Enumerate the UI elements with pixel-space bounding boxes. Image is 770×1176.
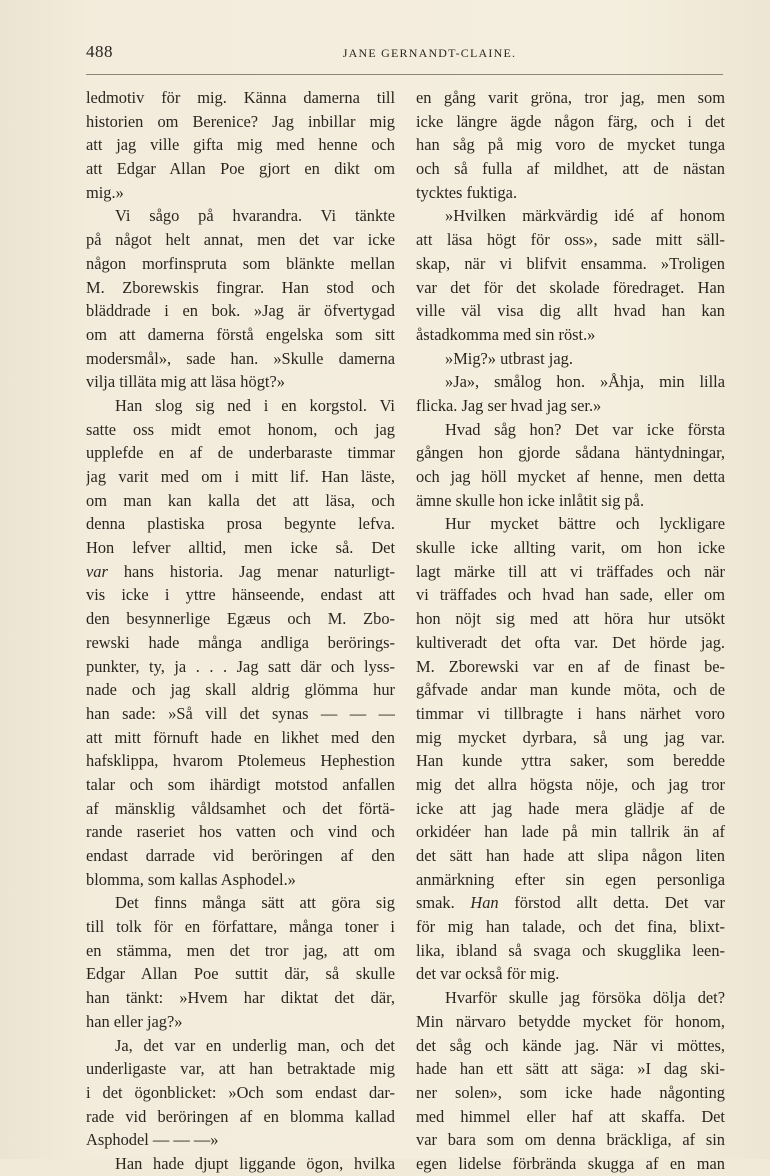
text-line: vilja tilläta mig att läsa högt?» [86,372,285,392]
text-line: satte oss midt emot honom, och jag [86,419,395,439]
text-line: modersmål», sade han. »Skulle damerna [86,348,395,368]
text-line: underligaste var, att han betraktade mig [86,1059,395,1079]
text-line: af mänsklig våldsamhet och det förtä- [86,798,395,818]
text-line: orkidéer han lade på min tallrik än af [416,822,725,842]
text-line: åstadkomma med sin röst.» [416,324,596,344]
text-line: skap, när vi blifvit ensamma. »Troligen [416,253,725,273]
text-line: skulle icke allting varit, om hon icke [416,538,725,558]
text-line: punkter, ty, ja . . . Jag satt där och lyss- [86,656,395,676]
text-line: historien om Berenice? Jag inbillar mig [86,111,395,131]
text-line: mig det allra högsta nöje, och jag tror [416,774,725,794]
text-segment: förstod allt detta. Det var [498,893,725,913]
text-line: Han hade djupt liggande ögon, hvilka [115,1153,395,1173]
text-line: Vi sågo på hvarandra. Vi tänkte [115,206,395,226]
text-line: ner solen», som icke hade någonting [416,1082,725,1102]
text-line: ledmotiv för mig. Känna damerna till [86,88,395,107]
text-line: var det för det skolade föredraget. Han [416,277,725,297]
text-line: Asphodel — — —» [86,1130,219,1150]
text-line: kultiveradt det ofta var. Det hörde jag. [416,632,725,652]
text-line: till tolk för en författare, många toner i [86,917,395,937]
text-line: egen lidelse förbrända skugga af en man [416,1153,725,1173]
text-line: anmärkning efter sin egen personliga [416,869,725,889]
text-line: upplefde en af de underbaraste timmar [86,443,395,463]
text-line: Han slog sig ned i en korgstol. Vi [115,395,395,415]
emphasis: Han [470,893,499,913]
text-line: han tänkt: »Hvem har diktat det där, [86,988,395,1008]
text-line: hade han ett sätt att säga: »I dag ski- [416,1059,725,1079]
text-line: ämne skulle hon icke inlåtit sig på. [416,490,645,510]
page-header [86,42,723,68]
text-line: rande raseriet hos vatten och vind och [86,822,395,842]
text-line: på något helt annat, men det var icke [86,230,395,250]
text-line: mig.» [86,182,124,202]
running-head: JANE GERNANDT-CLAINE. [342,46,517,60]
page-number: 488 [86,42,113,61]
left-column [86,86,395,1176]
text-line [416,891,725,915]
text-line: att mitt förnuft hade en likhet med den [86,727,395,747]
text-line: gåfvade andar man kunde möta, och de [416,680,725,700]
header-rule [86,74,723,75]
text-line: lika, ibland så svaga och skugglika leen- [416,940,725,960]
text-line: det sätt han hade att slipa någon liten [416,846,725,865]
text-line: Min närvaro betydde mycket för honom, [416,1011,725,1031]
text-line: mig mycket dyrbara, så ung jag var. [416,727,725,747]
text-line: Det finns många sätt att göra sig [115,893,395,913]
text-line: M. Zborewskis fingrar. Han stod och [86,277,395,297]
text-line: den besynnerlige Egæus och M. Zbo- [86,609,395,629]
text-line: Hon lefver alltid, men icke så. Det [86,538,395,558]
text-line: att Edgar Allan Poe gjort en dikt om [86,159,395,179]
text-line [86,560,395,584]
text-line: Hur mycket bättre och lyckligare [445,514,725,534]
emphasis: var [86,561,108,581]
text-segment: smak. [416,893,471,913]
text-line: en stämma, men det tror jag, att om [86,940,395,960]
text-line: icke att jag hade mera glädje af de [416,798,725,818]
text-line: att läsa högt för oss», sade mitt säll- [416,230,725,250]
text-segment: hans historia. Jag menar naturligt- [107,561,395,581]
text-line: någon morfinspruta som blänkte mellan [86,253,395,273]
text-line: »Ja», smålog hon. »Åhja, min lilla [445,372,725,392]
text-line: tycktes fuktiga. [416,182,518,202]
text-line: denna plastiska prosa begynte lefva. [86,514,395,534]
text-line: lagt märke till att vi träffades och när [416,561,725,581]
text-line: Ja, det var en underlig man, och det [115,1035,395,1055]
text-line: det såg och kände jag. När vi möttes, [416,1035,725,1055]
text-line: vis icke i yttre hänseende, endast att [86,585,395,605]
text-line: blomma, som kallas Asphodel.» [86,869,296,889]
text-line: vi träffades och hvad han sade, eller om [416,585,725,605]
text-line: med himmel eller haf att skaffa. Det [416,1106,725,1126]
text-line: i det ögonblicket: »Och som endast dar- [86,1082,395,1102]
text-line: jag varit med om i mitt lif. Han läste, [86,467,395,486]
text-line: att jag ville gifta mig med henne och [86,135,395,155]
text-line: Hvarför skulle jag försöka dölja det? [445,988,725,1008]
text-line: och jag höll mycket af henne, men detta [416,467,725,486]
text-line: och så fulla af mildhet, att de nästan [416,159,725,179]
text-line: icke längre ägde någon färg, och i det [416,111,725,131]
text-line: om man kan kalla det att läsa, och [86,490,395,510]
text-line: timmar vi tillbragte i hans närhet voro [416,703,725,723]
text-line: Han kunde yttra saker, som beredde [416,751,725,771]
text-line: hafsklippa, hvarom Ptolemeus Hephestion [86,751,395,771]
text-line: flicka. Jag ser hvad jag ser.» [416,395,602,415]
text-line: Edgar Allan Poe suttit där, så skulle [86,964,395,984]
text-line: bläddrade i en bok. »Jag är öfvertygad [86,301,395,321]
text-line: han såg på mig voro de mycket tunga [416,135,725,155]
text-line: hon nöjt sig med att höra hur utsökt [416,609,725,629]
text-line: var bara som om denna bräckliga, af sin [416,1130,725,1150]
text-line: för mig han talade, och det fina, blixt- [416,917,725,937]
text-line: en gång varit gröna, tror jag, men som [416,88,725,107]
text-line: han eller jag?» [86,1011,183,1031]
text-line: ville väl visa dig allt hvad han kan [416,301,725,321]
right-column [416,86,725,1176]
text-line: Hvad såg hon? Det var icke första [445,419,725,439]
text-line: gången hon gjorde sådana häntydningar, [416,443,725,463]
text-line: »Mig?» utbrast jag. [445,348,573,368]
text-line: endast darrade vid beröringen af den [86,846,395,865]
text-line: det var också för mig. [416,964,560,984]
text-line: nade och jag skall aldrig glömma hur [86,680,395,700]
text-line: talar och som ihärdigt motstod anfallen [86,774,395,794]
text-line: rewski hade många andliga berörings- [86,632,395,652]
text-line: han sade: »Så vill det synas — — — [86,703,395,723]
text-line: om att damerna förstå engelska som sitt [86,324,395,344]
text-line: M. Zborewski var en af de finast be- [416,656,725,676]
text-line: rade vid beröringen af en blomma kallad [86,1106,395,1126]
text-line: »Hvilken märkvärdig idé af honom [445,206,725,226]
